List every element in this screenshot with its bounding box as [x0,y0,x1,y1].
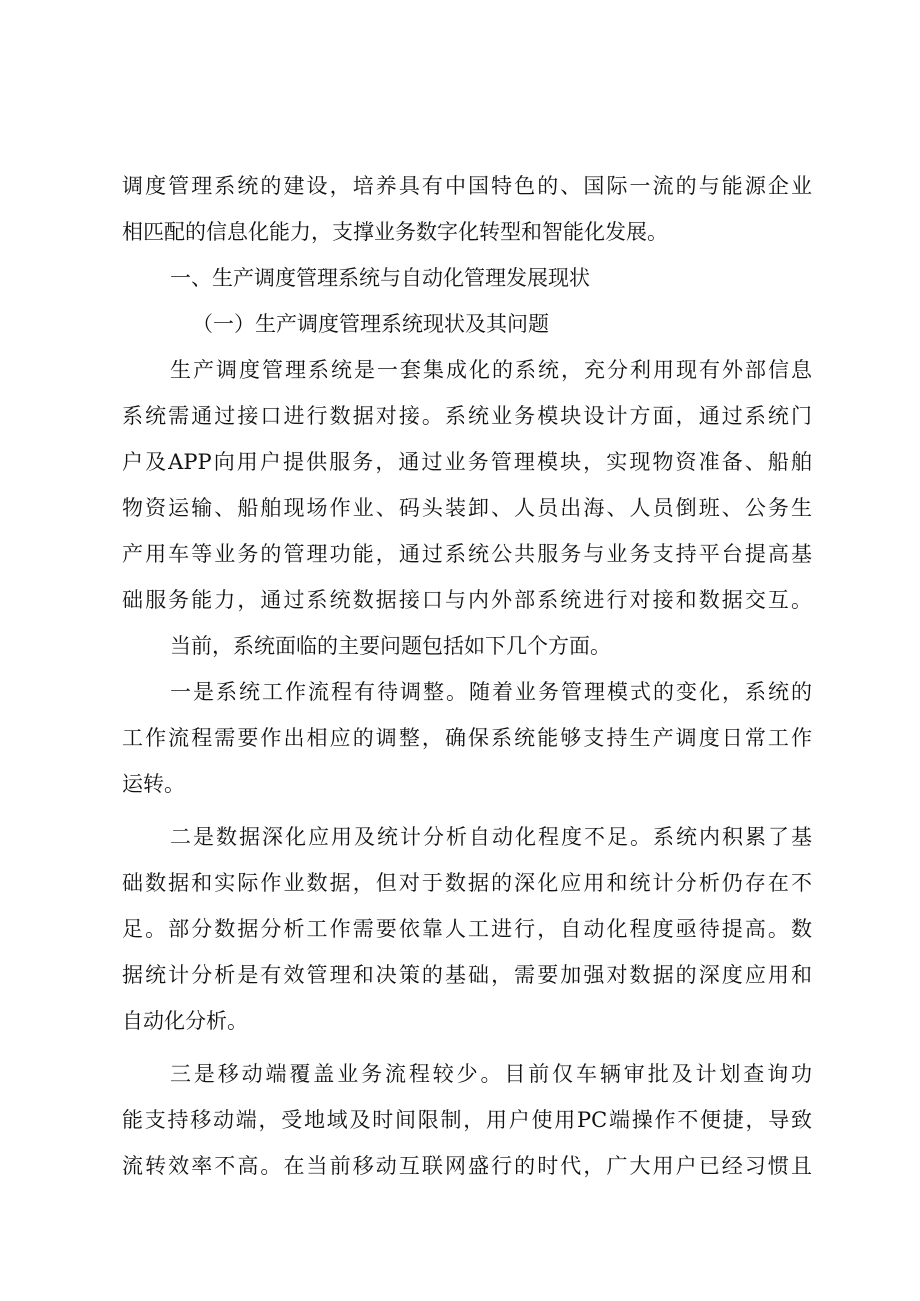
text-line: 产用车等业务的管理功能，通过系统公共服务与业务支持平台提高基 [122,542,812,566]
text-line: 当前，系统面临的主要问题包括如下几个方面。 [170,634,611,658]
text-line: 户及APP向用户提供服务，通过业务管理模块，实现物资准备、船舶 [122,450,812,474]
text-line: 流转效率不高。在当前移动互联网盛行的时代，广大用户已经习惯且 [122,1154,812,1178]
text-line: 础数据和实际作业数据，但对于数据的深化应用和统计分析仍存在不 [122,871,812,895]
text-line: 二是数据深化应用及统计分析自动化程度不足。系统内积累了基 [170,825,812,849]
section-heading: 一、生产调度管理系统与自动化管理发展现状 [170,266,590,290]
text-line: 系统需通过接口进行数据对接。系统业务模块设计方面，通过系统门 [122,404,812,428]
text-line: 据统计分析是有效管理和决策的基础，需要加强对数据的深度应用和 [122,963,812,987]
text-line: 生产调度管理系统是一套集成化的系统，充分利用现有外部信息 [170,358,812,382]
subsection-heading: （一）生产调度管理系统现状及其问题 [192,312,549,336]
text-line: 足。部分数据分析工作需要依靠人工进行，自动化程度亟待提高。数 [122,917,812,941]
text-line: 相匹配的信息化能力，支撑业务数字化转型和智能化发展。 [122,220,668,244]
text-line: 工作流程需要作出相应的调整，确保系统能够支持生产调度日常工作 [122,726,812,750]
document-body [122,163,812,1189]
text-line: 调度管理系统的建设，培养具有中国特色的、国际一流的与能源企业 [122,174,812,198]
text-line: 三是移动端覆盖业务流程较少。目前仅车辆审批及计划查询功 [170,1062,812,1086]
text-line: 运转。 [122,772,185,796]
text-line: 物资运输、船舶现场作业、码头装卸、人员出海、人员倒班、公务生 [122,496,812,520]
text-line: 础服务能力，通过系统数据接口与内外部系统进行对接和数据交互。 [122,588,812,612]
text-line: 一是系统工作流程有待调整。随着业务管理模式的变化，系统的 [170,680,812,704]
text-line: 自动化分析。 [122,1009,248,1033]
text-line: 能支持移动端，受地域及时间限制，用户使用PC端操作不便捷，导致 [122,1108,812,1132]
